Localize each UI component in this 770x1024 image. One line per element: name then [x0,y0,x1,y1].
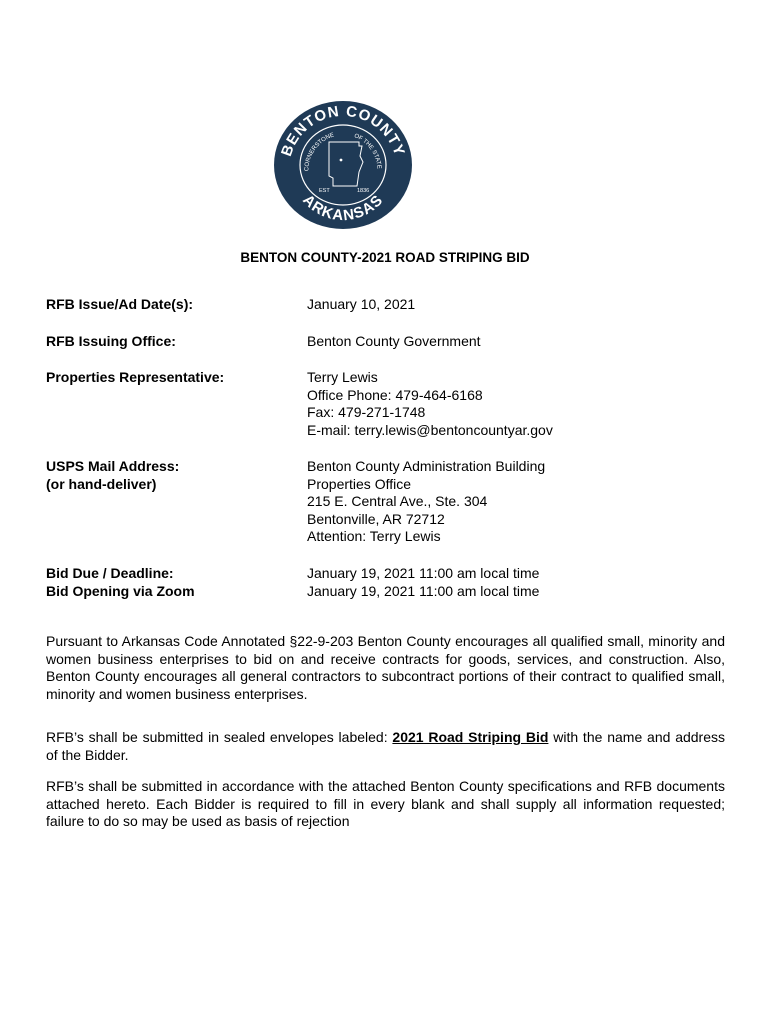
paragraph-sealed-envelopes: RFB’s shall be submitted in sealed envelopes labeled: 2021 Road Striping Bid with the name and address of the Bidder. [46,729,726,763]
field-label: RFB Issuing Office: [46,333,176,349]
field-value: January 19, 2021 11:00 am local time January 19, 2021 11:00 am local time [307,565,540,599]
seal-top-text: BENTON COUNTY [277,102,409,159]
field-label: RFB Issue/Ad Date(s): [46,296,194,312]
document-title: BENTON COUNTY-2021 ROAD STRIPING BID [240,250,530,265]
seal-inner-right-text: OF THE STATE [353,133,382,170]
field-value: Benton County Administration Building Properties Office 215 E. Central Ave., Ste. 304 Bentonville, AR 72712 Attention: Terry Lewis [307,458,546,545]
benton-county-seal [273,100,413,230]
seal-est: EST [319,188,330,194]
star-icon [340,159,343,162]
field-label: USPS Mail Address: (or hand-deliver) [46,458,180,492]
seal-year: 1836 [357,188,370,194]
paragraph-arkansas-code: Pursuant to Arkansas Code Annotated §22-9-203 Benton County encourages all qualified small, minority and women business enterprises to bid on and receive contracts for goods, services, and construction. Also, Benton County encourages all general contractors to subcontract portions of their contract to qualified small, minority and women business enterprises. [46,633,725,702]
paragraph-specifications: RFB’s shall be submitted in accordance with the attached Benton County specifications and RFB documents attached hereto. Each Bidder is required to fill in every blank and shall supply all information requested; failure to do so may be used as basis of rejection [46,778,725,830]
bid-name-emphasis: 2021 Road Striping Bid [392,729,549,745]
field-label: Properties Representative: [46,369,225,385]
field-value: Benton County Government [307,333,481,349]
field-value: January 10, 2021 [307,296,416,312]
field-label: Bid Due / Deadline: Bid Opening via Zoom [46,565,195,599]
seal-bottom-text: ARKANSAS [299,191,387,225]
seal-graphic [273,100,413,230]
field-value: Terry Lewis Office Phone: 479-464-6168 Fax: 479-271-1748 E-mail: terry.lewis@bentoncountyar.gov [307,369,737,439]
seal-inner-left-text: CORNERSTONE [304,132,335,172]
email-link[interactable]: E-mail: terry.lewis@bentoncountyar.gov [307,421,553,438]
